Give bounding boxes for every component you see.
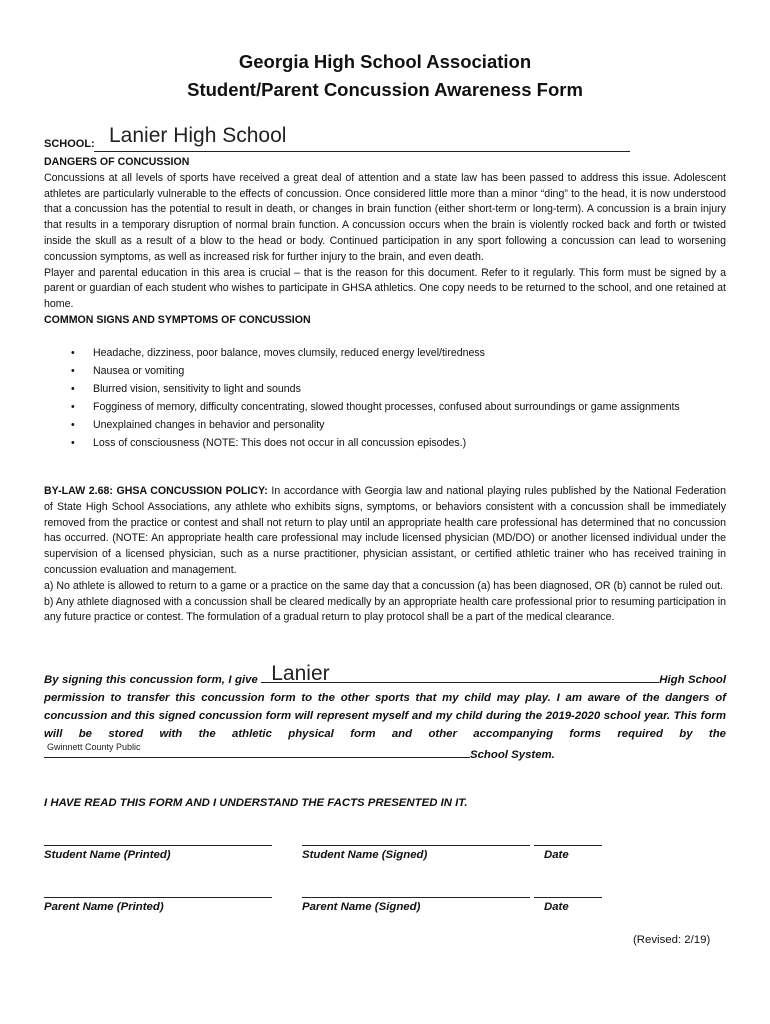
parent-date-line[interactable] [534, 897, 602, 898]
bullet-icon: • [71, 401, 75, 414]
bylaw-section [44, 484, 726, 626]
school-label: SCHOOL: [44, 138, 95, 150]
list-item [44, 382, 726, 398]
symptoms-list [44, 346, 726, 455]
consent-text-1: By signing this concussion form, I give [44, 674, 258, 686]
student-signed-line[interactable] [302, 845, 530, 846]
school-input-value[interactable]: Lanier High School [109, 124, 287, 147]
consent-system-value[interactable]: Gwinnett County Public [47, 742, 141, 752]
list-item [44, 400, 726, 416]
bylaw-text: In accordance with Georgia law and national playing rules published by the National Federation of State High School Associations, any athlete who exhibits signs, symptoms, or behaviors consistent with a concussion shall be immediately removed from the practice or contest and shall not return to play until an appropriate health care professional has determined that no concussion has occurred. (NOTE: An appropriate health care professional may include licensed physician (MD/DO) or another licensed individual under the supervision of a licensed physician, such as a nurse practitioner, physician assistant, or certified athletic trainer who has received training in concussion evaluation and management. [44, 485, 726, 576]
bylaw-rule-a: a) No athlete is allowed to return to a game or a practice on the same day that a concussion (a) has been diagnosed, OR (b) cannot be ruled out. [44, 579, 723, 592]
consent-text-2: High School permission to transfer this concussion form to the other sports that my child may play. I am aware of the dangers of concussion and this signed concussion form will represent myself and my child during the 2019-2020 school year. This form will be stored with the athletic physical form and other accompanying forms required by the [44, 674, 726, 740]
symptom-text: Loss of consciousness (NOTE: This does not occur in all concussion episodes.) [93, 437, 467, 450]
list-item [44, 436, 726, 452]
school-field[interactable] [44, 124, 604, 154]
bullet-icon: • [71, 383, 75, 396]
parent-date-label: Date [544, 901, 569, 913]
bullet-icon: • [71, 437, 75, 450]
student-date-label: Date [544, 849, 569, 861]
consent-system-field[interactable] [44, 743, 470, 758]
revision-note: (Revised: 2/19) [633, 934, 711, 946]
student-date-line[interactable] [534, 845, 602, 846]
student-printed-line[interactable] [44, 845, 272, 846]
parent-printed-label: Parent Name (Printed) [44, 901, 164, 913]
consent-paragraph [44, 662, 726, 764]
list-item [44, 418, 726, 434]
student-signed-label: Student Name (Signed) [302, 849, 428, 861]
bullet-icon: • [71, 419, 75, 432]
bullet-icon: • [71, 365, 75, 378]
school-blank-line [94, 151, 630, 152]
parent-printed-line[interactable] [44, 897, 272, 898]
consent-text-3: School System. [470, 749, 555, 761]
parent-signed-label: Parent Name (Signed) [302, 901, 421, 913]
consent-school-field[interactable] [261, 662, 659, 685]
symptom-text: Headache, dizziness, poor balance, moves clumsily, reduced energy level/tiredness [93, 347, 485, 359]
symptom-text: Blurred vision, sensitivity to light and sounds [93, 383, 301, 396]
list-item [44, 364, 726, 380]
dangers-paragraph-2: Player and parental education in this area is crucial – that is the reason for this document. Refer to it regularly. This form must be signed by a parent or guardian of each student who wishes to participate in GHSA athletics. One copy needs to be returned to the school, and one retained at home. [44, 266, 726, 311]
form-title: Student/Parent Concussion Awareness Form [187, 79, 583, 100]
student-printed-label: Student Name (Printed) [44, 849, 171, 861]
symptom-text: Nausea or vomiting [93, 365, 185, 378]
symptoms-heading: COMMON SIGNS AND SYMPTOMS OF CONCUSSION [44, 313, 311, 326]
bullet-icon: • [71, 347, 75, 359]
list-item [44, 346, 726, 362]
form-title-association: Georgia High School Association [238, 51, 532, 72]
dangers-section [44, 155, 726, 329]
acknowledgement-statement: I HAVE READ THIS FORM AND I UNDERSTAND THE FACTS PRESENTED IN IT. [44, 797, 468, 809]
bylaw-rule-b: b) Any athlete diagnosed with a concussion shall be cleared medically by an appropriate health care professional prior to resuming participation in any future practice or contest. The formulation of a gradual return to play protocol shall be a part of the medical clearance. [44, 595, 726, 624]
dangers-paragraph-1: Concussions at all levels of sports have received a great deal of attention and a state law has been passed to address this issue. Adolescent athletes are particularly vulnerable to the effects of concussion. Once considered little more than a minor “ding” to the head, it is now understood that a concussion has the potential to result in death, or changes in brain function (either short-term or long-term). A concussion is a brain injury that results in a temporary disruption of normal brain function. A concussion occurs when the brain is violently rocked back and forth or twisted inside the skull as a result of a blow to the head or body. Continued participation in any sport following a concussion can lead to worsening concussion symptoms, as well as increased risk for further injury to the brain, and even death. [44, 171, 726, 263]
parent-signed-line[interactable] [302, 897, 530, 898]
bylaw-heading: BY-LAW 2.68: GHSA CONCUSSION POLICY: [44, 485, 268, 497]
symptom-text: Fogginess of memory, difficulty concentrating, slowed thought processes, confused about surroundings or game assignments [93, 401, 680, 414]
bylaw-paragraph [44, 484, 726, 579]
symptom-text: Unexplained changes in behavior and personality [93, 419, 325, 432]
dangers-heading: DANGERS OF CONCUSSION [44, 156, 190, 168]
consent-school-value[interactable]: Lanier [271, 662, 330, 685]
